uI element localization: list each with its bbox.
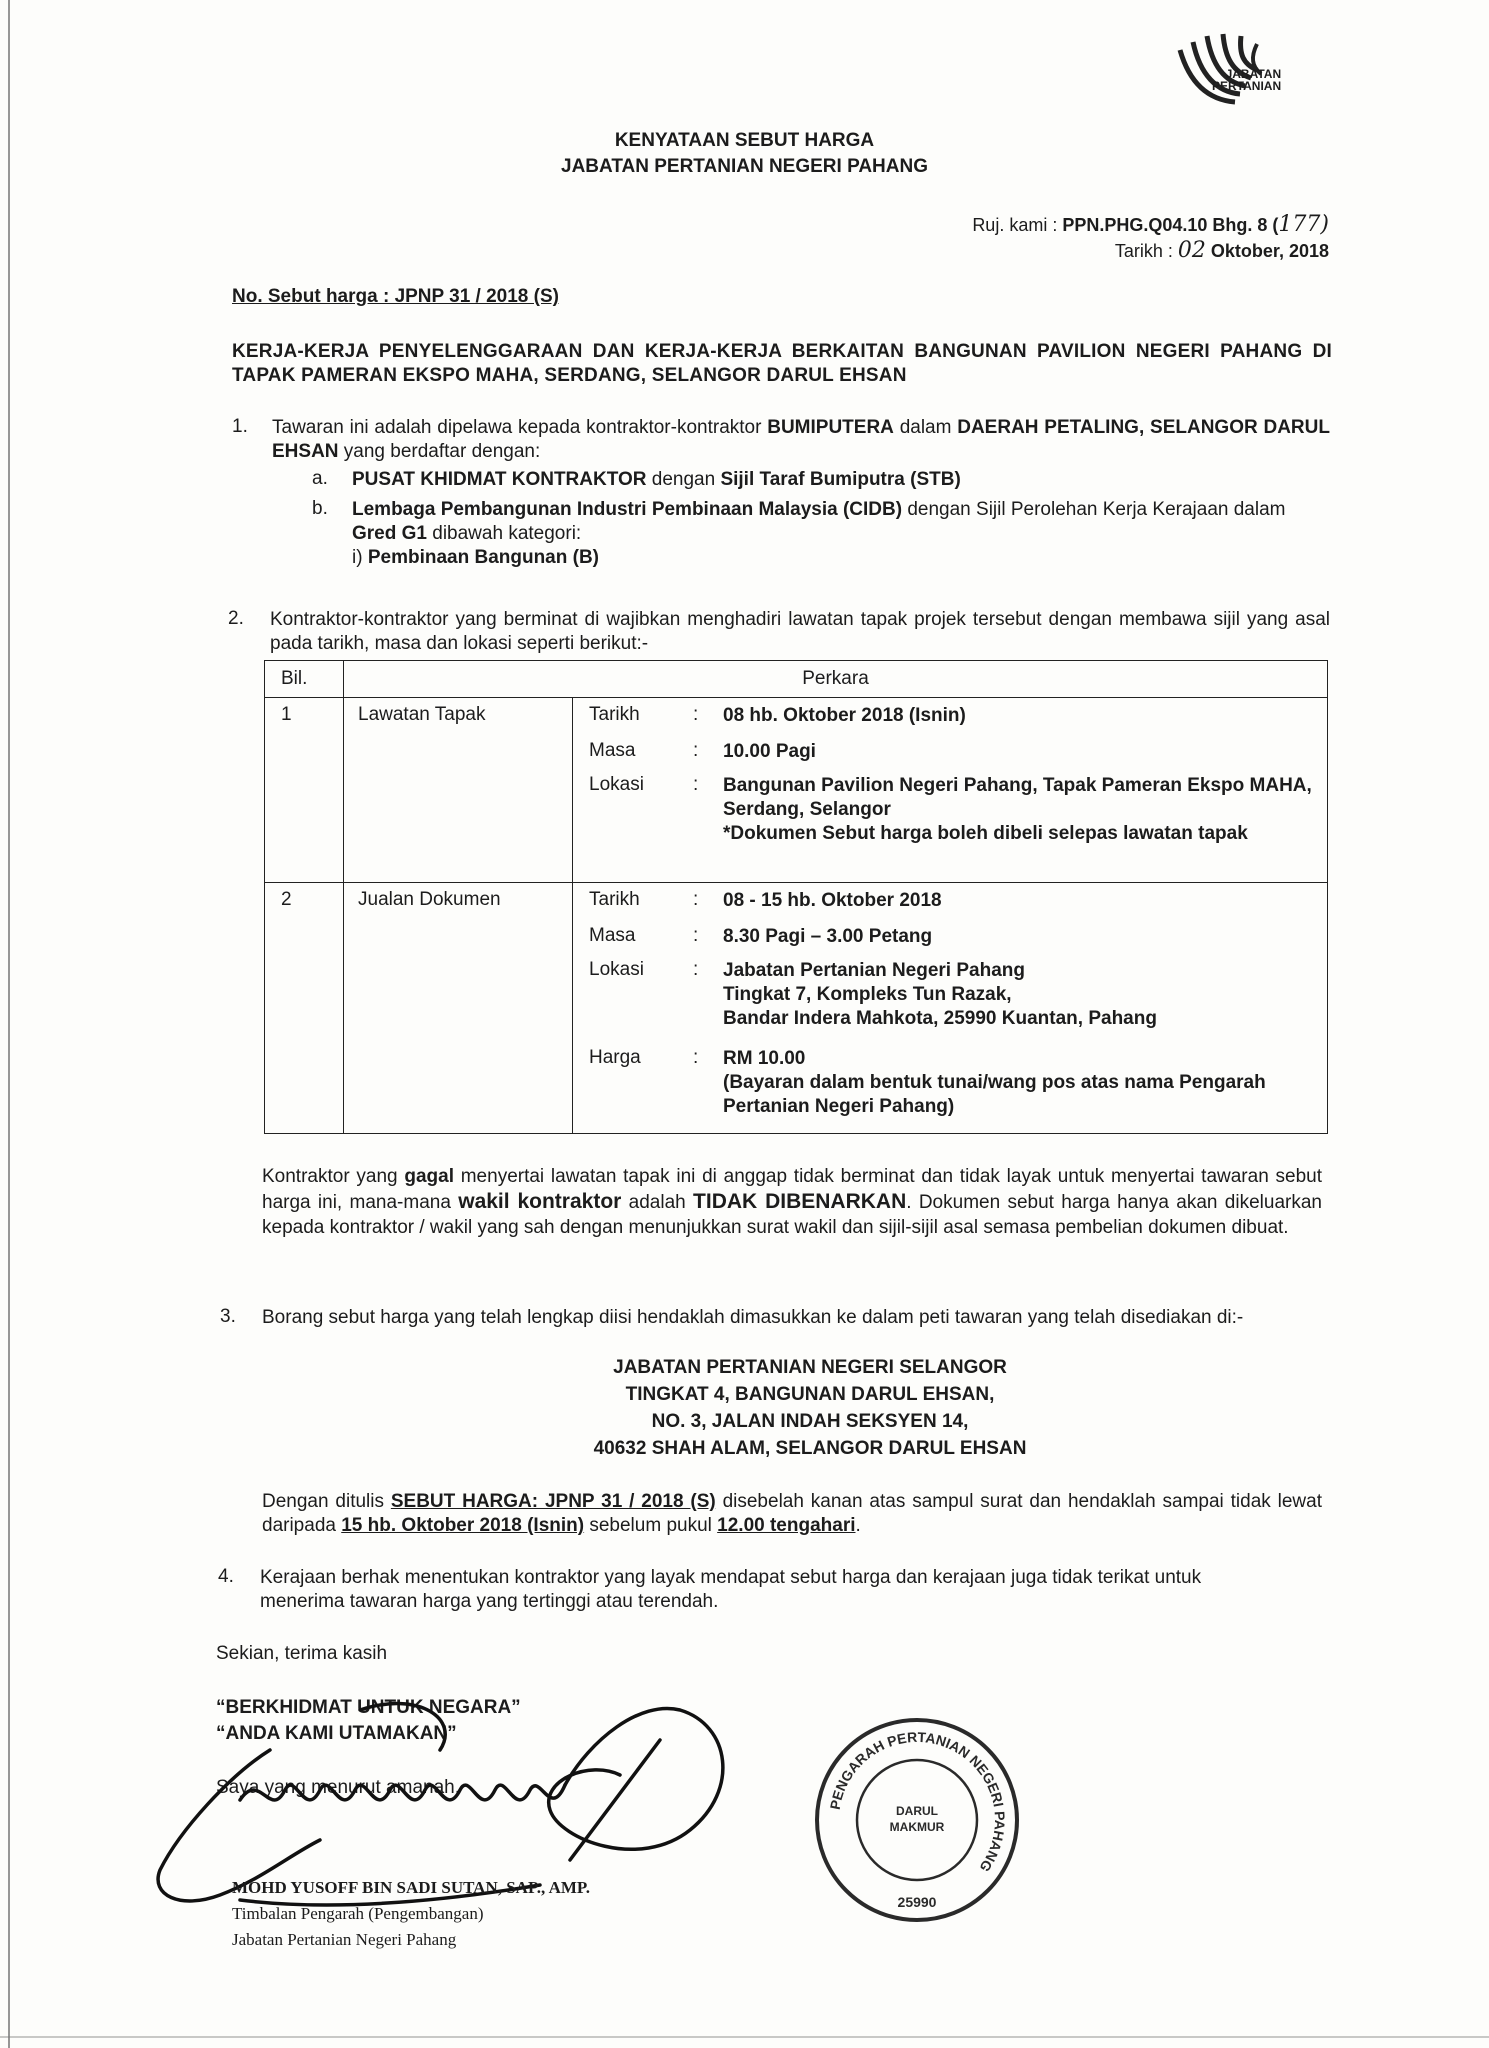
row1-tarikh-value: 08 hb. Oktober 2018 (Isnin) — [723, 705, 966, 726]
schedule-table — [264, 660, 1328, 1134]
project-heading: KERJA-KERJA PENYELENGGARAAN DAN KERJA-KERJA BERKAITAN BANGUNAN PAVILION NEGERI PAHANG DI TAPAK PAMERAN EKSPO MAHA, SERDANG, SELANGOR DARUL EHSAN — [232, 341, 1332, 386]
row2-lokasi-value — [723, 959, 1327, 1047]
signatory-dept: Jabatan Pertanian Negeri Pahang — [232, 1930, 457, 1949]
row2-tarikh-value: 08 - 15 hb. Oktober 2018 — [723, 890, 942, 911]
stamp-ring-text: PENGARAH PERTANIAN NEGERI PAHANG — [826, 1728, 1009, 1875]
section-2-number: 2. — [228, 608, 244, 629]
row2-harga-amount: RM 10.00 — [723, 1048, 806, 1069]
row1-note: *Dokumen Sebut harga boleh dibeli selepas lawatan tapak — [723, 823, 1248, 844]
submission-address — [0, 1354, 1489, 1462]
s1-a-b1: PUSAT KHIDMAT KONTRAKTOR — [352, 469, 647, 490]
reference-block — [972, 212, 1329, 264]
s1-b-i: i) — [352, 547, 368, 568]
s1-t1: Tawaran ini adalah dipelawa kepada kontraktor-kontraktor — [272, 417, 768, 438]
motto-line1: “BERKHIDMAT UNTUK NEGARA” — [216, 1697, 521, 1718]
section-2-after — [262, 1164, 1322, 1240]
signatory-block — [232, 1875, 590, 1953]
section-2-text: Kontraktor-kontraktor yang berminat di wajibkan menghadiri lawatan tapak projek tersebut dengan membawa sijil yang asal pada tarikh, masa dan lokasi seperti berikut:- — [270, 609, 1330, 654]
logo-text — [1212, 68, 1281, 92]
row2-lokasi-l2: Tingkat 7, Kompleks Tun Razak, — [723, 984, 1012, 1005]
colon: : — [693, 740, 699, 761]
section-4-number: 4. — [218, 1566, 234, 1587]
row2-lokasi-l3: Bandar Indera Mahkota, 25990 Kuantan, Pahang — [723, 1008, 1157, 1029]
section-3-text: Borang sebut harga yang telah lengkap diisi hendaklah dimasukkan ke dalam peti tawaran yang telah disediakan di:- — [262, 1307, 1244, 1328]
row2-lokasi-key: Lokasi — [589, 959, 644, 980]
stamp-center1: DARUL — [896, 1804, 938, 1818]
signatory-name: MOHD YUSOFF BIN SADI SUTAN, SAP., AMP. — [232, 1878, 590, 1897]
reference-line — [972, 212, 1329, 238]
row2-details — [573, 883, 1328, 1134]
table-row — [265, 698, 1328, 883]
reference-label: Ruj. kami : — [972, 215, 1058, 235]
colon: : — [693, 774, 699, 795]
row2-tarikh-key: Tarikh — [589, 889, 640, 910]
row2-lokasi — [589, 959, 1327, 1047]
s2-after3: adalah — [621, 1192, 694, 1213]
row1-lokasi-text: Bangunan Pavilion Negeri Pahang, Tapak Pameran Ekspo MAHA, Serdang, Selangor — [723, 775, 1312, 820]
s1-b2: DAERAH PETALING, SELANGOR DARUL EHSAN — [272, 417, 1330, 462]
reference-handwritten: 177) — [1278, 212, 1329, 237]
s1-b-b2: Gred G1 — [352, 523, 427, 544]
section-3-number: 3. — [220, 1306, 236, 1327]
document-title — [0, 128, 1489, 180]
row2-masa — [589, 925, 1327, 959]
s3-du3: 12.00 tengahari — [717, 1515, 856, 1536]
s1-a-text — [352, 468, 1332, 492]
address-line4: 40632 SHAH ALAM, SELANGOR DARUL EHSAN — [593, 1438, 1027, 1459]
s1-t2: dalam — [893, 417, 958, 438]
s1-b1: BUMIPUTERA — [767, 417, 894, 438]
title-line2: JABATAN PERTANIAN NEGERI PAHANG — [561, 156, 928, 177]
s3-d2: disebelah kanan atas sampul surat dan hendaklah sampai tidak lewat daripada — [262, 1491, 1322, 1536]
scan-edge — [8, 0, 10, 2048]
svg-text:PENGARAH PERTANIAN NEGERI PAHA — [827, 1729, 1008, 1875]
title-line1: KENYATAAN SEBUT HARGA — [614, 130, 875, 151]
s3-d1: Dengan ditulis — [262, 1491, 391, 1512]
motto-line2: “ANDA KAMI UTAMAKAN” — [216, 1723, 457, 1744]
address-line1: JABATAN PERTANIAN NEGERI SELANGOR — [613, 1357, 1007, 1378]
signatory-title: Timbalan Pengarah (Pengembangan) — [232, 1904, 484, 1923]
row2-lokasi-l1: Jabatan Pertanian Negeri Pahang — [723, 960, 1025, 981]
closing-yours: Saya yang menurut amanah, — [216, 1777, 460, 1798]
header-bil: Bil. — [265, 661, 344, 698]
colon: : — [693, 889, 699, 910]
date-handwritten: 02 — [1177, 238, 1206, 263]
colon: : — [693, 1047, 699, 1068]
colon: : — [693, 704, 699, 725]
s3-d4: . — [855, 1515, 861, 1536]
logo-line2: PERTANIAN — [1212, 79, 1282, 93]
s3-du1: SEBUT HARGA: JPNP 31 / 2018 (S) — [390, 1491, 716, 1512]
row2-item: Jualan Dokumen — [344, 883, 573, 1134]
s2-after1: Kontraktor yang — [262, 1166, 405, 1187]
s1-b-b1: Lembaga Pembangunan Industri Pembinaan Malaysia (CIDB) — [352, 499, 903, 520]
section-1-number: 1. — [232, 416, 248, 437]
row2-harga — [589, 1047, 1327, 1119]
s2-after2: menyertai lawatan tapak ini di anggap tidak berminat dan tidak layak untuk menyertai tawaran sebut harga ini, mana-mana — [262, 1166, 1322, 1213]
colon: : — [693, 959, 699, 980]
s3-du2: 15 hb. Oktober 2018 (Isnin) — [341, 1515, 585, 1536]
address-line3: NO. 3, JALAN INDAH SEKSYEN 14, — [651, 1411, 969, 1432]
row2-masa-value: 8.30 Pagi – 3.00 Petang — [723, 926, 933, 947]
closing-thanks: Sekian, terima kasih — [216, 1643, 388, 1664]
s3-d3: sebelum pukul — [584, 1515, 718, 1536]
row1-details — [573, 698, 1328, 883]
s1-b-t1: dengan Sijil Perolehan Kerja Kerajaan dalam — [902, 499, 1286, 520]
header-perkara: Perkara — [344, 661, 1328, 698]
s2-after4: . Dokumen sebut harga hanya akan dikeluarkan kepada kontraktor / wakil yang sah dengan menunjukkan surat wakil dan sijil-sijil asal semasa pembelian dokumen dibuat. — [262, 1192, 1322, 1238]
section-4-text: Kerajaan berhak menentukan kontraktor yang layak mendapat sebut harga dan kerajaan juga tidak terikat untuk menerima tawaran harga yang tertinggi atau terendah. — [260, 1567, 1202, 1612]
s1-a-b2: Sijil Taraf Bumiputra (STB) — [720, 469, 961, 490]
section-1-text — [272, 416, 1330, 464]
row1-masa-value: 10.00 Pagi — [723, 741, 816, 762]
row2-harga-value — [723, 1047, 1327, 1119]
row1-lokasi-key: Lokasi — [589, 774, 644, 795]
row1-tarikh — [589, 704, 1327, 740]
reference-value: PPN.PHG.Q04.10 Bhg. 8 ( — [1062, 215, 1279, 235]
s1-a-t1: dengan — [646, 469, 721, 490]
row1-lokasi — [589, 774, 1327, 846]
row2-masa-key: Masa — [589, 925, 636, 946]
table-row — [265, 883, 1328, 1134]
s1-b-label: b. — [312, 498, 328, 519]
row1-item: Lawatan Tapak — [344, 698, 573, 883]
row2-bil: 2 — [265, 883, 344, 1134]
s1-b-t2: dibawah kategori: — [426, 523, 582, 544]
row2-harga-note: (Bayaran dalam bentuk tunai/wang pos atas nama Pengarah Pertanian Negeri Pahang) — [723, 1072, 1266, 1117]
row2-tarikh — [589, 889, 1327, 925]
s1-b-ib: Pembinaan Bangunan (B) — [367, 547, 600, 568]
s2-after-b3: TIDAK DIBENARKAN — [693, 1190, 907, 1213]
address-line2: TINGKAT 4, BANGUNAN DARUL EHSAN, — [625, 1384, 995, 1405]
date-label: Tarikh : — [1114, 241, 1173, 261]
s2-after-b1: gagal — [404, 1166, 454, 1187]
row1-masa — [589, 740, 1327, 774]
s1-a-label: a. — [312, 468, 328, 489]
stamp-center2: MAKMUR — [889, 1820, 945, 1834]
stamp-code: 25990 — [897, 1894, 937, 1910]
row1-lokasi-value — [723, 774, 1327, 846]
colon: : — [693, 925, 699, 946]
quotation-number: No. Sebut harga : JPNP 31 / 2018 (S) — [232, 286, 559, 307]
row1-tarikh-key: Tarikh — [589, 704, 640, 725]
scan-edge-bottom — [0, 2036, 1489, 2038]
s1-b-text — [352, 498, 1332, 570]
date-line — [972, 238, 1329, 264]
row1-masa-key: Masa — [589, 740, 636, 761]
official-stamp — [812, 1715, 1022, 1925]
s1-t3: yang berdaftar dengan: — [338, 441, 541, 462]
date-value: Oktober, 2018 — [1210, 241, 1329, 261]
row1-bil: 1 — [265, 698, 344, 883]
row2-harga-key: Harga — [589, 1047, 641, 1068]
logo-line1: JABATAN — [1225, 67, 1282, 81]
table-header-row — [265, 661, 1328, 698]
s2-after-b2: wakil kontraktor — [458, 1190, 622, 1213]
section-3-deadline — [262, 1490, 1322, 1538]
